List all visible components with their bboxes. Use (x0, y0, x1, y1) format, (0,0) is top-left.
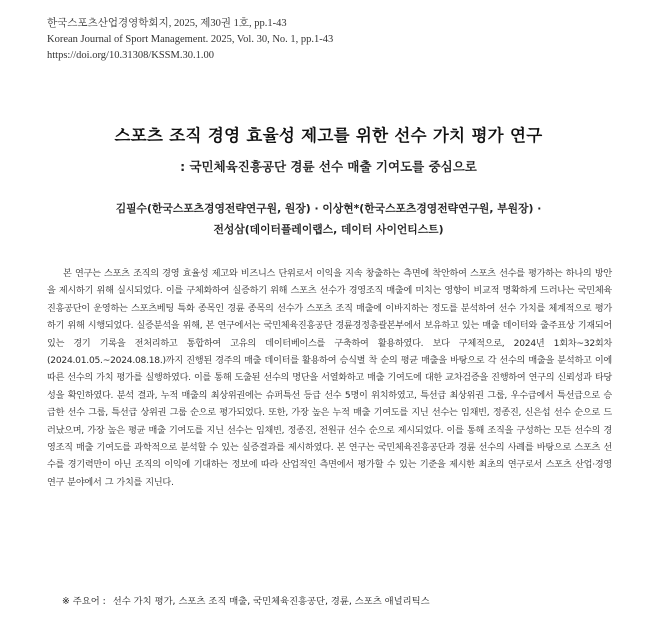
author-line-1: 김필수(한국스포츠경영전략연구원, 원장) · 이상현*(한국스포츠경영전략연구원, 부원장) · (115, 202, 542, 215)
author-list (0, 198, 657, 240)
abstract-text: 본 연구는 스포츠 조직의 경영 효율성 제고와 비즈니스 단위로서 이익을 지속 창출하는 측면에 착안하여 스포츠 선수를 평가하는 하나의 방안을 제시하기 위해 실시되었다. 이를 구체화하여 실증하기 위해 스포츠 선수가 경영조직 매출에 미치는 영향이 비교적 명확하게 드러나는 국민체육진흥공단이 운영하는 스포츠베팅 특화 종목인 경륜 종목의 선수가 스포츠 조직 매출에 이바지하는 정도를 분석하여 선수 가치를 체계적으로 평가하기 위해 시행되었다. 실증분석을 위해, 본 연구에서는 국민체육진흥공단 경륜경정총괄본부에서 보유하고 있는 매출 데이터와 출주표상 기재되어 있는 경기 기록을 전처리하고 통합하여 고유의 데이터베이스를 구축하여 활용하였다. 보다 구체적으로, 2024년 1회차~32회차(2024.01.05.~2024.08.18.)까지 진행된 경주의 매출 데이터를 활용하여 승식별 착 순의 평균 매출을 바탕으로 각 선수의 매출을 분석하고 이에 따른 선수의 가치 평가를 실행하였다. 이를 통해 도출된 선수의 명단을 서열화하고 매출 기여도에 대한 교차검증을 진행하여 연구의 신뢰성과 타당성을 확인하였다. 분석 결과, 누적 매출의 최상위권에는 슈퍼특선 등급 선수 5명이 위치하였고, 특선급 최상위권 그룹, 우수급에서 특선급으로 승급한 선수 그룹, 특선급 상위권 그룹 순으로 평가되었다. 또한, 가장 높은 누적 매출 기여도를 지닌 선수는 임채빈, 정종진, 신은섭 선수 순으로 드러났으며, 가장 높은 평균 매출 기여도를 지닌 선수는 임채빈, 정종진, 전원규 선수 순으로 제시되었다. 이를 통해 조직을 구성하는 모든 선수의 경영조직 매출 기여도를 과학적으로 분석할 수 있는 실증결과를 제시하였다. 본 연구는 국민체육진흥공단과 경륜 선수의 사례를 바탕으로 스포츠 선수를 경기력만이 아닌 조직의 이익에 기대하는 정보에 따라 산업적인 측면에서 평가할 수 있는 기준을 제시한 최초의 연구로서 스포츠 산업·경영 연구 분야에서 그 가치를 지닌다. (47, 269, 612, 488)
doi-link[interactable]: https://doi.org/10.31308/KSSM.30.1.00 (47, 50, 214, 61)
author-line-2: 전성삼(데이터플레이랩스, 데이터 사이언티스트) (213, 223, 444, 236)
keywords-list: 선수 가치 평가, 스포츠 조직 매출, 국민체육진흥공단, 경륜, 스포츠 애널리틱스 (112, 596, 430, 607)
journal-citation-korean: 한국스포츠산업경영학회지, 2025, 제30권 1호, pp.1-43 (47, 18, 287, 29)
keywords (62, 593, 430, 607)
keywords-label: ※ 주요어 : (62, 596, 106, 607)
journal-header (47, 16, 333, 64)
paper-title: 스포츠 조직 경영 효율성 제고를 위한 선수 가치 평가 연구 (114, 126, 543, 145)
journal-citation-english: Korean Journal of Sport Management. 2025, Vol. 30, No. 1, pp.1-43 (47, 34, 334, 45)
paper-subtitle: : 국민체육진흥공단 경륜 선수 매출 기여도를 중심으로 (180, 159, 477, 174)
